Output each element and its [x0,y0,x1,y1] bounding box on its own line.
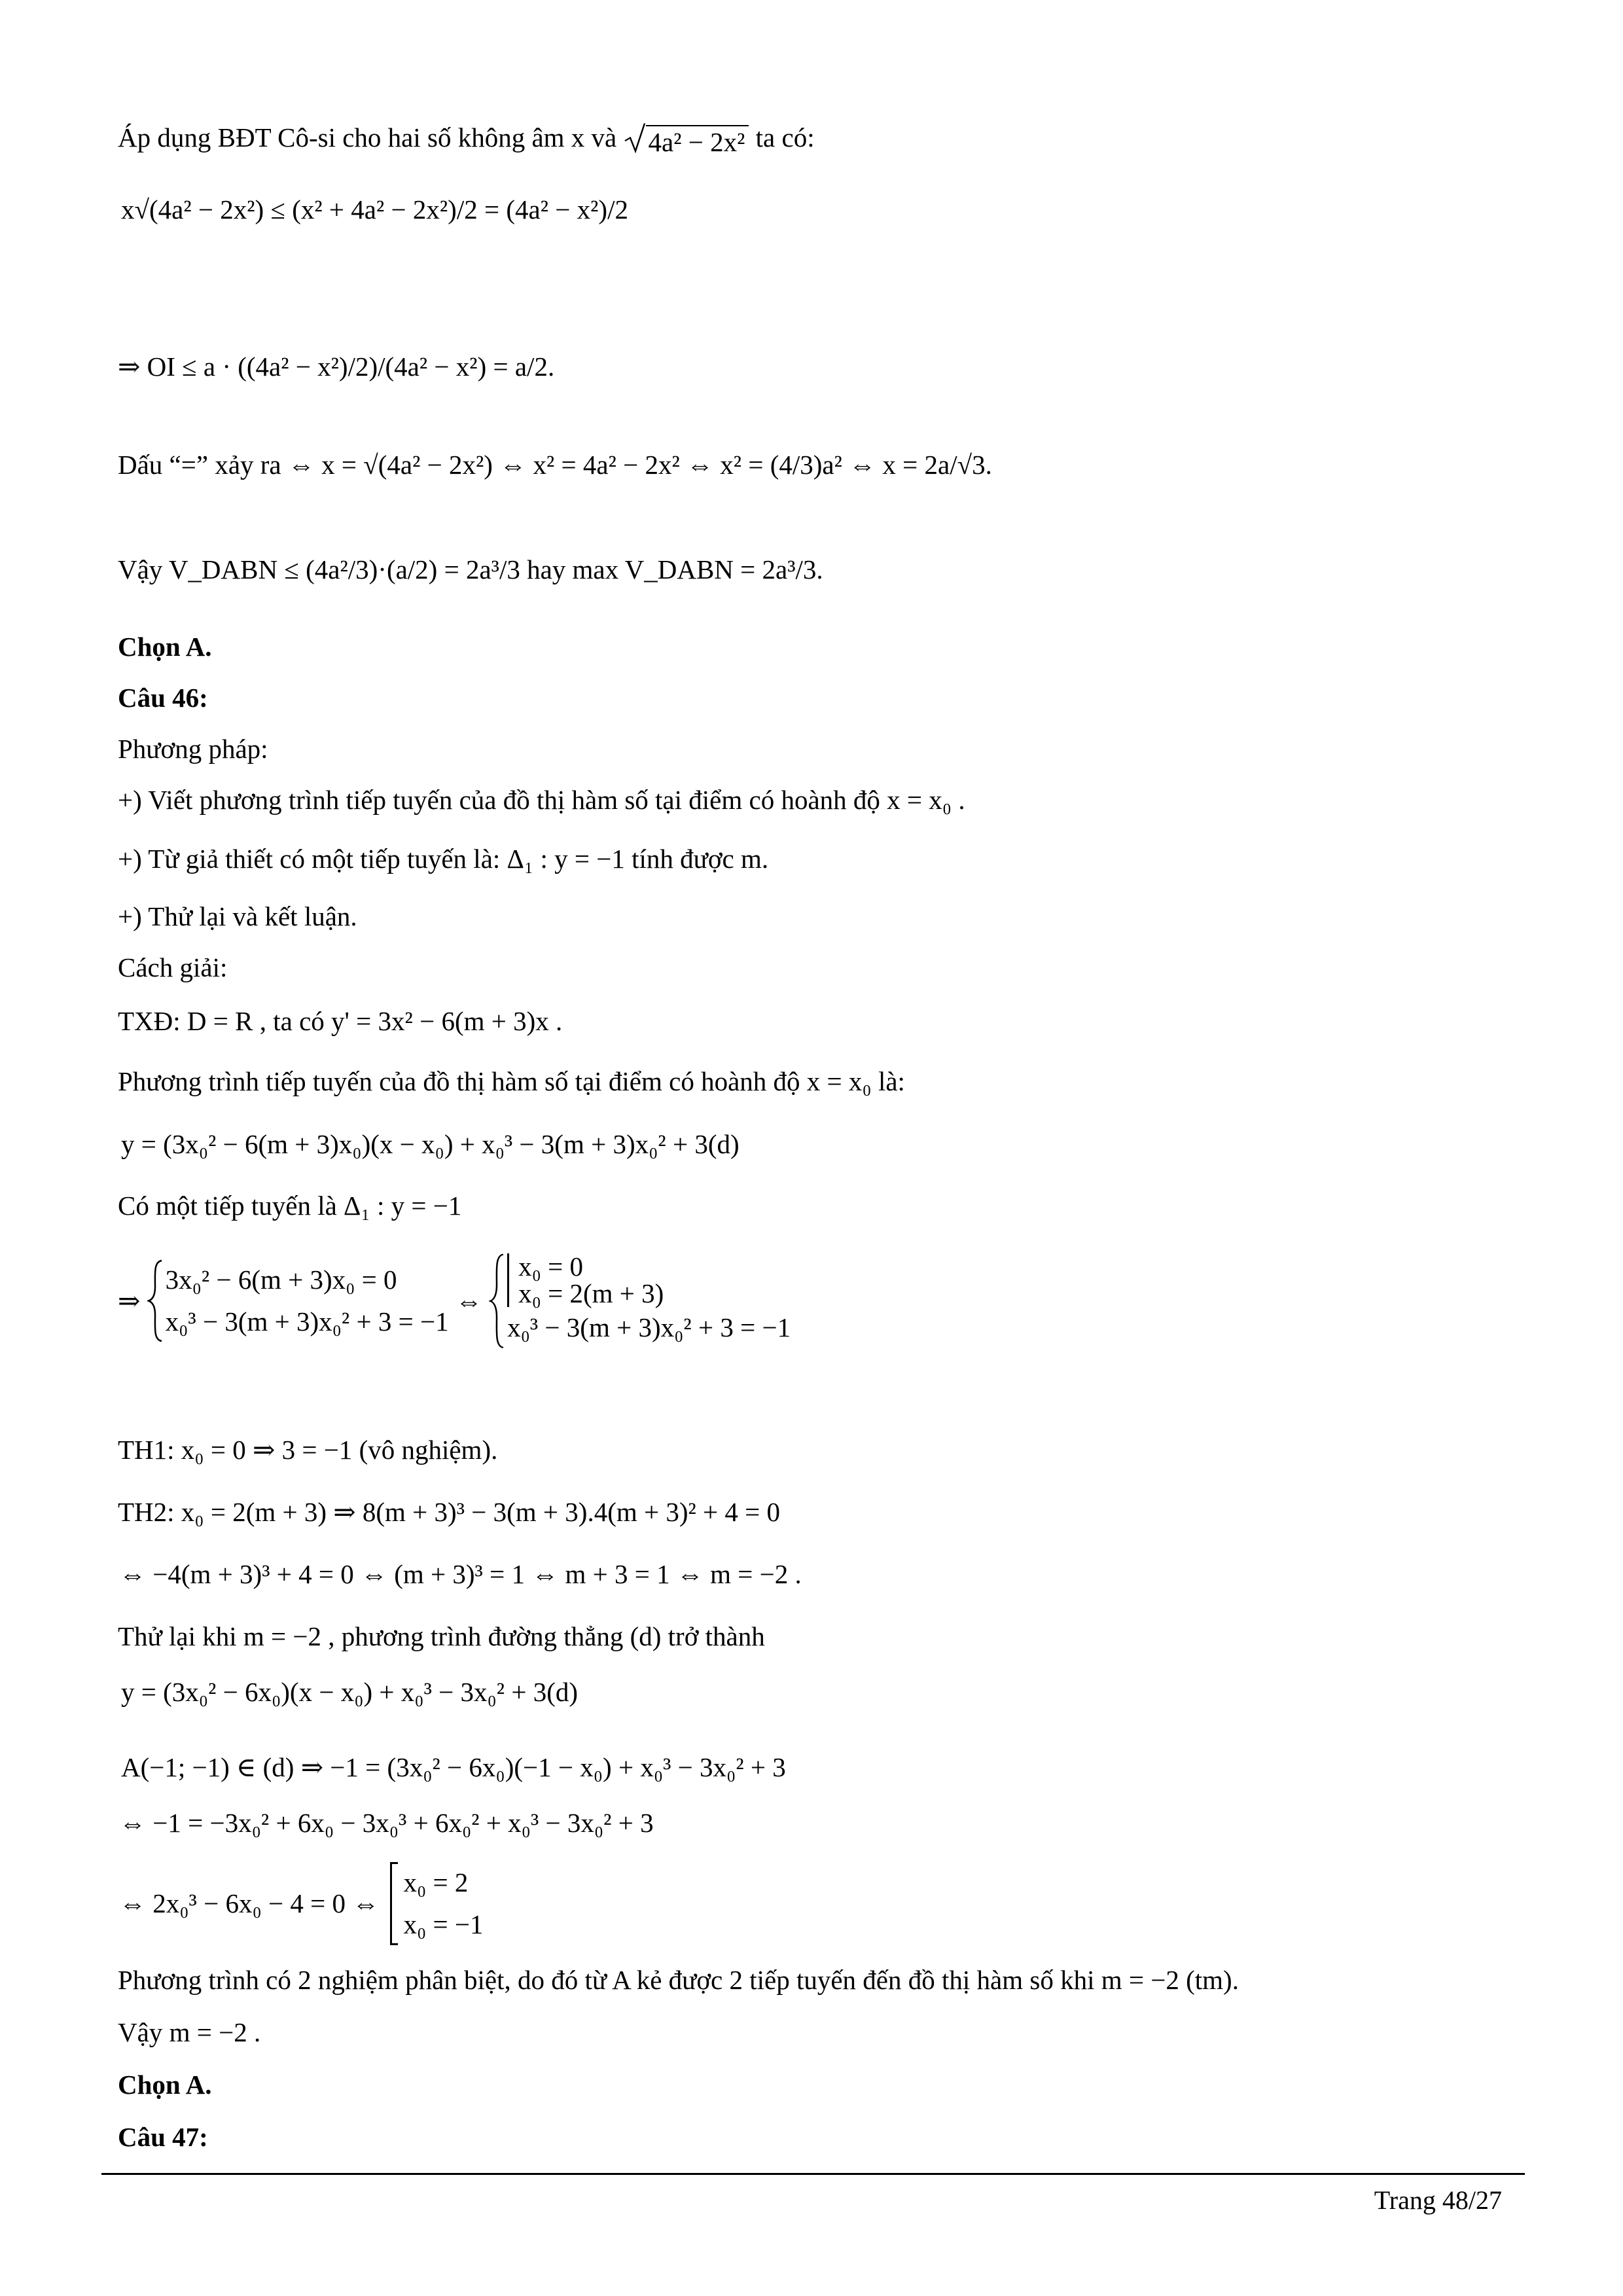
math-equality-chain: ⇔ x = √(4a² − 2x²) ⇔ x² = 4a² − 2x² ⇔ x² = (4/3)a² ⇔ x = 2a/√3. [287,450,992,480]
math-sqrt-4a2-2x2 [624,125,749,156]
text-line-cosi [118,124,815,156]
case-2-line [118,1499,780,1526]
answer-choice-1: Chọn A. [118,632,212,662]
root-1: x₀ = 2 [403,1867,469,1897]
case-1-line [118,1437,497,1463]
verify-text: Thử lại khi [118,1621,237,1651]
math-x-eq-x0: x = x₀ . [887,785,965,815]
equiv-symbol: ⇔ [455,1285,482,1316]
math-m-eq: m = −2 [243,1621,322,1651]
conclusion-line [118,1967,1239,1994]
question-47-heading: Câu 47: [118,2122,208,2152]
math-delta1-b: Δ₁ : y = −1 [344,1191,462,1221]
domain-derivative-line [118,1008,562,1035]
math-line-inequality: x√(4a² − 2x²) ≤ (x² + 4a² − 2x²)/2 = (4a² − x²)/2 [121,194,628,224]
footer-divider [101,2173,1525,2175]
math-m-result: m = −2 . [169,2017,261,2047]
system-2-row-1: x₀ = 0 [518,1251,584,1282]
answer-choice-2: Chọn A. [118,2070,212,2100]
roots-bracket [390,1862,484,1945]
label-txd: TXĐ: [118,1006,181,1036]
system-2-row-2: x₀ = 2(m + 3) [518,1278,664,1308]
math-cubic-line [119,1862,484,1945]
tangent-equation-intro [118,1068,905,1095]
math-case-2: x₀ = 2(m + 3) ⇒ 8(m + 3)³ − 3(m + 3).4(m + 3)² + 4 = 0 [181,1497,781,1527]
text-vay: Vậy [118,2017,163,2047]
math-radicand: 4a² − 2x² [646,125,749,156]
root-2: x₀ = −1 [403,1909,484,1939]
final-answer-line [118,2019,260,2046]
math-delta1: Δ₁ : y = −1 [507,844,625,874]
system-1-row-1: 3x₀² − 6(m + 3)x₀ = 0 [165,1265,397,1295]
page-number: Trang 48/27 [1374,2185,1502,2215]
math-point-a: A(−1; −1) ∈ (d) ⇒ −1 = (3x₀² − 6x₀)(−1 − x₀) + x₀³ − 3x₀² + 3 [121,1752,786,1782]
math-system-line [118,1253,791,1349]
one-tangent-text: Có một tiếp tuyến là [118,1191,337,1221]
math-tangent-line-d: y = (3x₀² − 6(m + 3)x₀)(x − x₀) + x₀³ − 3(m + 3)x₀² + 3(d) [121,1129,740,1159]
text-line-equality [118,452,992,478]
method-step-3: +) Thử lại và kết luận. [118,901,357,931]
math-case-1: x₀ = 0 ⇒ 3 = −1 [181,1435,353,1465]
tangent-intro-text: Phương trình tiếp tuyến của đồ thị hàm số tại điểm có hoành độ [118,1066,800,1096]
math-line-volume-max: Vậy V_DABN ≤ (4a²/3)·(a/2) = 2a³/3 hay max V_DABN = 2a³/3. [118,554,823,584]
text-dau-bang: Dấu “=” xảy ra [118,450,281,480]
math-tangent-line-d2: y = (3x₀² − 6x₀)(x − x₀) + x₀³ − 3x₀² + 3(d) [121,1677,579,1707]
method-step-2-end: tính được m. [632,844,769,874]
label-th1: TH1: [118,1435,175,1465]
verify-text-end: , phương trình đường thẳng (d) trở thành [328,1621,765,1651]
conclusion-text: Phương trình có 2 nghiệm phân biệt, do đó từ A kẻ được 2 tiếp tuyến đến đồ thị hàm số khi [118,1965,1095,1995]
text-cosi-intro: Áp dụng BĐT Cô-si cho hai số không âm x và [118,122,617,152]
method-step-1 [118,787,965,814]
math-m-final: m = −2 [1101,1965,1179,1995]
system-2-bracket [507,1253,664,1307]
math-line-oi-bound: ⇒ OI ≤ a · ((4a² − x²)/2)/(4a² − x²) = a/2. [118,351,555,382]
method-step-1-text: +) Viết phương trình tiếp tuyến của đồ thị hàm số tại điểm có hoành độ [118,785,880,815]
system-2 [489,1253,791,1349]
section-solution: Cách giải: [118,952,228,982]
method-step-2 [118,846,768,872]
text-no-solution: (vô nghiệm). [359,1435,498,1465]
implies-symbol: ⇒ [118,1285,141,1316]
one-tangent-line [118,1193,461,1219]
math-cubic: ⇔ 2x₀³ − 6x₀ − 4 = 0 ⇔ [119,1888,380,1919]
method-step-2-text: +) Từ giả thiết có một tiếp tuyến là: [118,844,501,874]
math-case-2-solve: ⇔ −4(m + 3)³ + 4 = 0 ⇔ (m + 3)³ = 1 ⇔ m + 3 = 1 ⇔ m = −2 . [119,1559,802,1589]
text-tm: (tm). [1186,1965,1239,1995]
verify-line [118,1623,765,1650]
label-th2: TH2: [118,1497,175,1527]
math-domain: D = R [187,1006,253,1036]
section-method: Phương pháp: [118,734,268,764]
system-1-row-2: x₀³ − 3(m + 3)x₀² + 3 = −1 [165,1306,449,1336]
math-x-x0: x = x₀ [806,1066,872,1096]
question-46-heading: Câu 46: [118,683,208,713]
math-expand: ⇔ −1 = −3x₀² + 6x₀ − 3x₀³ + 6x₀² + x₀³ − 3x₀² + 3 [119,1808,654,1838]
text-ta-co: ta có: [755,122,815,152]
math-derivative: y' = 3x² − 6(m + 3)x . [331,1006,563,1036]
text-ta-co-2: , ta có [259,1006,325,1036]
system-2-row-3: x₀³ − 3(m + 3)x₀² + 3 = −1 [507,1312,791,1342]
text-la: là: [878,1066,905,1096]
system-1 [147,1259,449,1342]
